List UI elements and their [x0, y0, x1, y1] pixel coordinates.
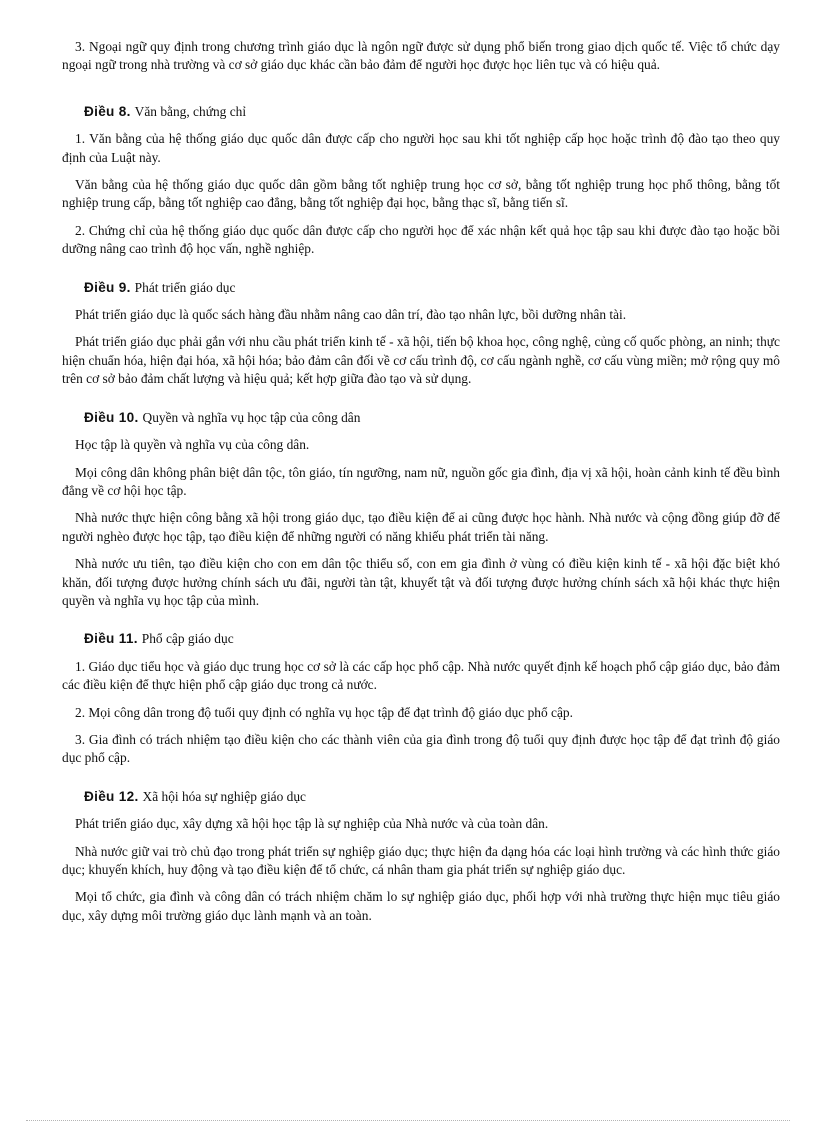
- article-heading: [62, 103, 780, 121]
- article-number: Điều 12.: [84, 788, 139, 804]
- article-paragraph: Nhà nước giữ vai trò chủ đạo trong phát triển sự nghiệp giáo dục; thực hiện đa dạng hóa các loại hình trường và các hình thức giáo dục; khuyến khích, huy động và tạo điều kiện để tổ chức, cá nhân tham gia phát triển sự nghiệp giáo dục.: [62, 843, 780, 877]
- article-number: Điều 9.: [84, 279, 131, 295]
- article-10: [62, 409, 780, 611]
- article-paragraph: Phát triển giáo dục phải gắn với nhu cầu phát triển kinh tế - xã hội, tiến bộ khoa học, công nghệ, củng cố quốc phòng, an ninh; thực hiện chuẩn hóa, hiện đại hóa, xã hội hóa; bảo đảm cân đối về cơ cấu trình độ, cơ cấu ngành nghề, cơ cấu vùng miền; mở rộng quy mô trên cơ sở bảo đảm chất lượng và hiệu quả; kết hợp giữa đào tạo và sử dụng.: [62, 334, 780, 387]
- article-title: Quyền và nghĩa vụ học tập của công dân: [142, 409, 361, 425]
- article-paragraph: Học tập là quyền và nghĩa vụ của công dân.: [75, 437, 310, 453]
- article-paragraph: Phát triển giáo dục, xây dựng xã hội học tập là sự nghiệp của Nhà nước và của toàn dân.: [75, 816, 549, 832]
- article-8: [62, 103, 780, 259]
- article-paragraph: 3. Gia đình có trách nhiệm tạo điều kiện cho các thành viên của gia đình trong độ tuổi quy định được học tập để đạt trình độ giáo dục phổ cập.: [62, 731, 780, 766]
- article-paragraph: 1. Văn bằng của hệ thống giáo dục quốc dân được cấp cho người học sau khi tốt nghiệp cấp học hoặc trình độ đào tạo theo quy định của Luật này.: [62, 131, 780, 165]
- article-paragraph: Mọi công dân không phân biệt dân tộc, tôn giáo, tín ngưỡng, nam nữ, nguồn gốc gia đình, địa vị xã hội, hoàn cảnh kinh tế đều bình đẳng về cơ hội học tập.: [62, 464, 780, 498]
- article-paragraph: Mọi tổ chức, gia đình và công dân có trách nhiệm chăm lo sự nghiệp giáo dục, phối hợp với nhà trường thực hiện mục tiêu giáo dục, xây dựng môi trường giáo dục lành mạnh và an toàn.: [62, 889, 780, 923]
- article-number: Điều 11.: [84, 631, 138, 647]
- intro-paragraph: 3. Ngoại ngữ quy định trong chương trình giáo dục là ngôn ngữ được sử dụng phổ biến trong giao dịch quốc tế. Việc tổ chức dạy ngoại ngữ trong nhà trường và cơ sở giáo dục khác cần bảo đảm để người học được học liên tục và có hiệu quả.: [62, 39, 780, 73]
- article-title: Phổ cập giáo dục: [141, 631, 234, 647]
- article-heading: [62, 409, 780, 427]
- article-heading: [62, 788, 780, 806]
- article-paragraph: Phát triển giáo dục là quốc sách hàng đầu nhằm nâng cao dân trí, đào tạo nhân lực, bồi dưỡng nhân tài.: [75, 307, 627, 323]
- article-paragraph: 2. Mọi công dân trong độ tuổi quy định có nghĩa vụ học tập để đạt trình độ giáo dục phổ cập.: [75, 704, 573, 720]
- page-bottom-divider: [26, 1120, 790, 1121]
- article-paragraph: Nhà nước thực hiện công bằng xã hội trong giáo dục, tạo điều kiện để ai cũng được học hành. Nhà nước và cộng đồng giúp đỡ để người nghèo được học tập, tạo điều kiện để những người có năng khiếu phát triển tài năng.: [62, 510, 780, 544]
- article-title: Phát triển giáo dục: [134, 279, 236, 295]
- article-number: Điều 10.: [84, 409, 139, 425]
- article-paragraph: 2. Chứng chỉ của hệ thống giáo dục quốc dân được cấp cho người học để xác nhận kết quả học tập sau khi được đào tạo hoặc bồi dưỡng nâng cao trình độ học vấn, nghề nghiệp.: [62, 222, 780, 257]
- article-12: [62, 788, 780, 925]
- article-heading: [62, 630, 780, 648]
- article-9: [62, 279, 780, 389]
- article-paragraph: Văn bằng của hệ thống giáo dục quốc dân gồm bằng tốt nghiệp trung học cơ sở, bằng tốt nghiệp trung học phổ thông, bằng tốt nghiệp trung cấp, bằng tốt nghiệp cao đẳng, bằng tốt nghiệp đại học, bằng thạc sĩ, bằng tiến sĩ.: [62, 177, 780, 211]
- article-11: [62, 630, 780, 767]
- article-heading: [62, 279, 780, 297]
- article-title: Xã hội hóa sự nghiệp giáo dục: [142, 788, 306, 804]
- article-title: Văn bằng, chứng chỉ: [134, 103, 247, 119]
- article-paragraph: 1. Giáo dục tiểu học và giáo dục trung học cơ sở là các cấp học phổ cập. Nhà nước quyết định kế hoạch phổ cập giáo dục, bảo đảm các điều kiện để thực hiện phổ cập giáo dục trong cả nước.: [62, 658, 780, 693]
- article-number: Điều 8.: [84, 103, 131, 119]
- article-paragraph: Nhà nước ưu tiên, tạo điều kiện cho con em dân tộc thiểu số, con em gia đình ở vùng có điều kiện kinh tế - xã hội đặc biệt khó khăn, đối tượng được hưởng chính sách ưu đãi, người tàn tật, khuyết tật và đối tượng được hưởng chính sách xã hội khác thực hiện quyền và nghĩa vụ học tập của mình.: [62, 556, 780, 608]
